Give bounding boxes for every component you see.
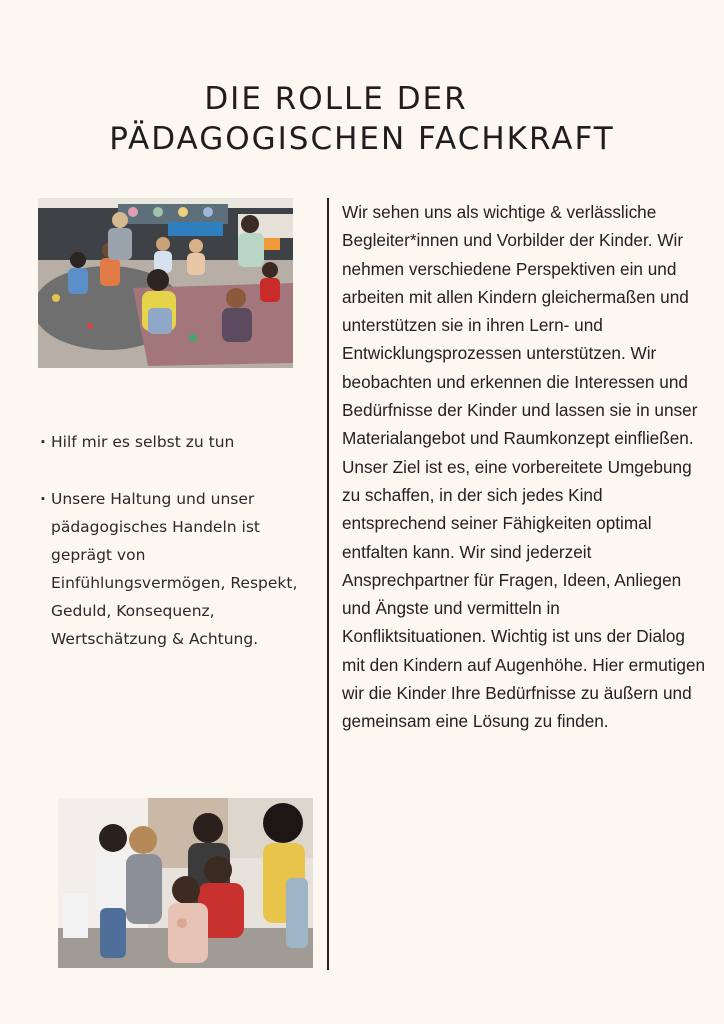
group-hug-illustration	[58, 798, 313, 968]
bullet-item: · Hilf mir es selbst zu tun	[40, 428, 320, 456]
classroom-circle-photo	[38, 198, 293, 368]
classroom-circle-illustration	[38, 198, 293, 368]
body-paragraph: Wir sehen uns als wichtige & verlässliche Begleiter*innen und Vorbilder der Kinder. Wir nehmen verschiedene Perspektiven ein und arbeiten mit allen Kindern gleichermaßen und unterstützen sie in ihren Lern- und Entwicklungsprozessen unterstützen. Wir beobachten und erkennen die Interessen und Bedürfnisse der Kinder und lassen sie in unser Materialangebot und Raumkonzept einfließen. Unser Ziel ist es, eine vorbereitete Umgebung zu schaffen, in der sich jedes Kind entsprechend seiner Fähigkeiten optimal entfalten kann. Wir sind jederzeit Ansprechpartner für Fragen, Ideen, Anliegen und Ängste und vermitteln in Konfliktsituationen. Wichtig ist uns der Dialog mit den Kindern auf Augenhöhe. Hier ermutigen wir die Kinder Ihre Bedürfnisse zu äußern und gemeinsam eine Lösung zu finden.	[342, 202, 706, 732]
column-divider	[327, 198, 329, 970]
page-title-line-2: PÄDAGOGISCHEN FACHKRAFT	[109, 120, 615, 157]
bullet-item: · Unsere Haltung und unser pädagogisches Handeln ist geprägt von Einfühlungsvermögen, Respekt, Geduld, Konsequenz, Wertschätzung & Achtung.	[40, 485, 320, 653]
page-title	[0, 79, 724, 159]
bullet-list	[40, 428, 320, 653]
group-hug-photo	[58, 798, 313, 968]
page-title-line-1: DIE ROLLE DER	[204, 80, 468, 117]
